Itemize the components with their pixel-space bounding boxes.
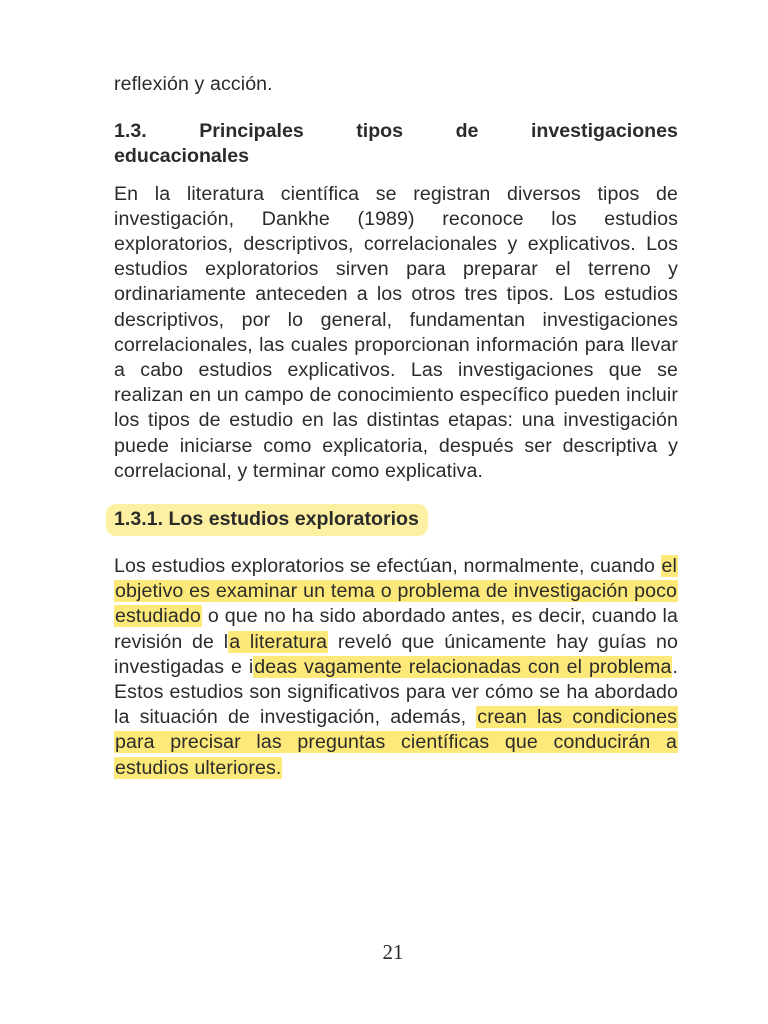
section-title-word: de	[455, 120, 479, 143]
section-title-word: investigaciones	[530, 120, 678, 143]
subsection-body-paragraph	[114, 554, 678, 781]
page-number: 21	[382, 940, 404, 964]
section-title-word: tipos	[356, 120, 404, 143]
subsection-heading: 1.3.1. Los estudios exploratorios	[106, 504, 428, 536]
body-text-segment: Los estudios exploratorios se efectúan, normalmente, cuando	[114, 555, 661, 578]
section-body-paragraph: En la literatura científica se registran diversos tipos de investigación, Dankhe (1989) reconoce los estudios exploratorios, descriptivos, correlacionales y explicativos. Los estudios exploratorios sirven para preparar el terreno y ordinariamente anteceden a los otros tres tipos. Los estudios descriptivos, por lo general, fundamentan investigaciones correlacionales, las cuales proporcionan información para llevar a cabo estudios explicativos. Las investigaciones que se realizan en un campo de conocimiento específico pueden incluir los tipos de estudio en las distintas etapas: una investigación puede iniciarse como explicatoria, después ser descriptiva y correlacional, y terminar como explicativa.	[114, 182, 678, 482]
highlighted-text: deas vagamente relacionadas con el problema	[254, 655, 672, 678]
lead-text: reflexión y acción.	[114, 73, 273, 95]
highlighted-text: crean las condiciones para precisar las preguntas científicas que conducirán a estudios ulteriores.	[115, 706, 677, 779]
body-text-segment: reveló que únicamente hay guías no investigadas e i	[114, 630, 679, 678]
document-page	[114, 72, 678, 781]
body-text-segment: . Estos estudios son significativos para ver cómo se ha abordado la situación de investigación, además,	[114, 655, 678, 729]
section-number: 1.3.	[114, 120, 147, 143]
section-heading	[114, 119, 678, 169]
section-title-word: Principales	[199, 120, 304, 143]
section-title-continuation: educacionales	[114, 145, 250, 168]
body-text-segment: o que no ha sido abordado antes, es decir, cuando la revisión de l	[114, 605, 678, 653]
section-heading-line	[114, 119, 678, 144]
highlighted-text: el objetivo es examinar un tema o problema de investigación poco estudiado	[115, 555, 677, 628]
highlighted-text: a literatura	[229, 630, 328, 653]
